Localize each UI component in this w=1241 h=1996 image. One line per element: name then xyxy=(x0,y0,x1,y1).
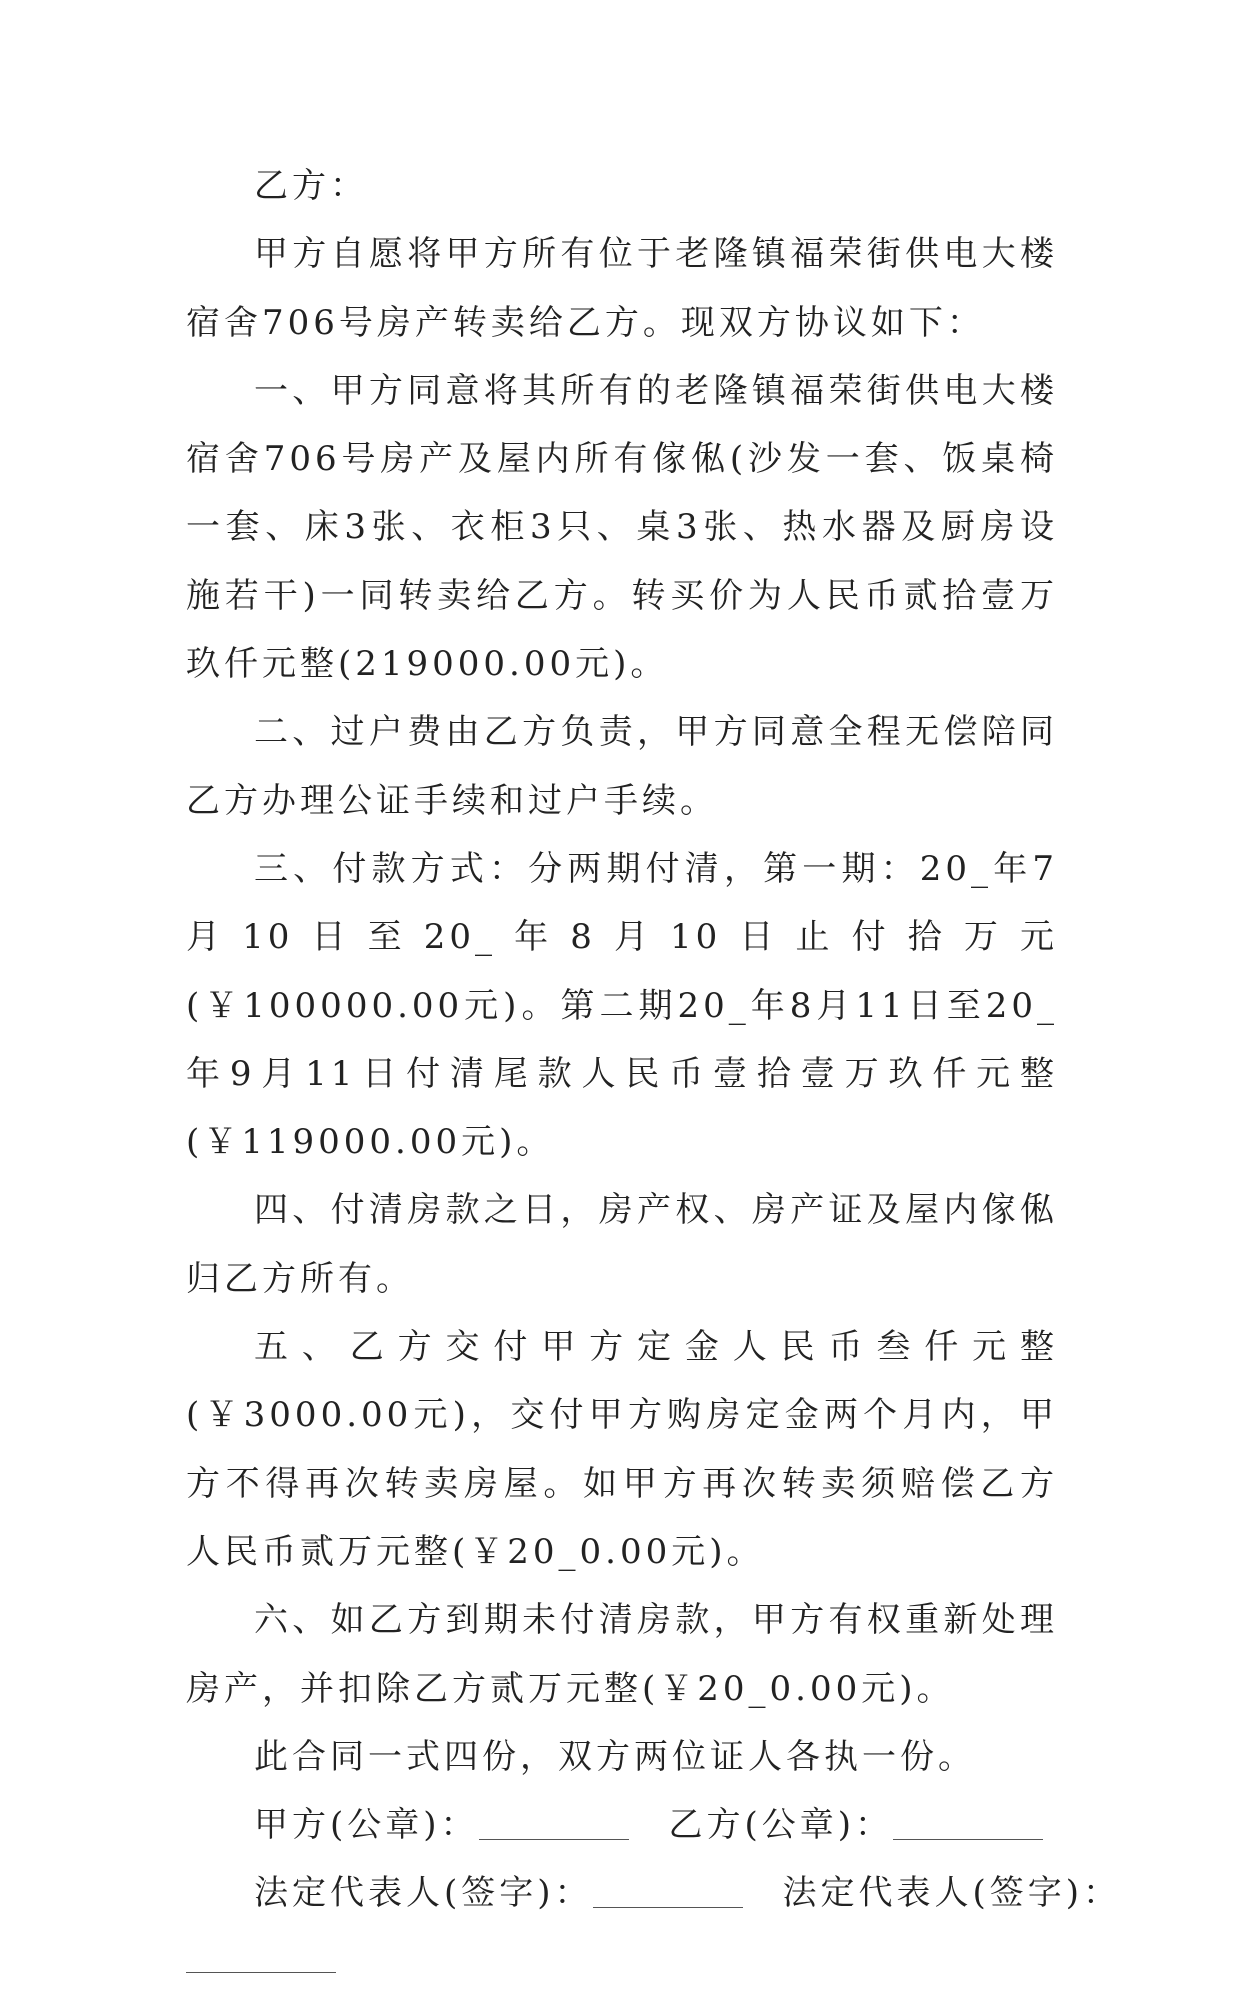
rep-b-signature-blank xyxy=(186,1938,336,1973)
intro-paragraph: 甲方自愿将甲方所有位于老隆镇福荣街供电大楼宿舍706号房产转卖给乙方。现双方协议如下： xyxy=(186,234,1058,343)
party-b-seal-label: 乙方(公章)： xyxy=(668,1805,894,1846)
rep-a-signature-blank xyxy=(593,1873,743,1908)
clause-1: 一、甲方同意将其所有的老隆镇福荣街供电大楼宿舍706号房产及屋内所有傢俬(沙发一套、饭桌椅一套、床3张、衣柜3只、桌3张、热水器及厨房设施若干)一同转卖给乙方。转买价为人民币贰拾壹万玖仟元整(219000.00元)。 xyxy=(186,370,1058,685)
party-a-seal-label: 甲方(公章)： xyxy=(254,1805,479,1846)
representative-signature-row xyxy=(186,1859,1122,1927)
clause-4: 四、付清房款之日，房产权、房产证及屋内傢俬归乙方所有。 xyxy=(186,1190,1058,1299)
clause-5: 五、乙方交付甲方定金人民币叁仟元整(￥3000.00元)，交付甲方购房定金两个月内，甲方不得再次转卖房屋。如甲方再次转卖须赔偿乙方人民币贰万元整(￥20_0.00元)。 xyxy=(186,1327,1058,1572)
party-b-seal-blank xyxy=(893,1805,1043,1840)
rep-a-label: 法定代表人(签字)： xyxy=(254,1873,593,1914)
clause-6: 六、如乙方到期未付清房款，甲方有权重新处理房产，并扣除乙方贰万元整(￥20_0.00元)。 xyxy=(186,1600,1058,1709)
party-a-seal-blank xyxy=(479,1805,629,1840)
clause-2: 二、过户费由乙方负责，甲方同意全程无偿陪同乙方办理公证手续和过户手续。 xyxy=(186,712,1058,821)
rep-b-signature-row xyxy=(186,1928,1058,1996)
clause-3: 三、付款方式：分两期付清，第一期：20_年7月10日至20_年8月10日止付拾万元(￥100000.00元)。第二期20_年8月11日至20_年9月11日付清尾款人民币壹拾壹万玖仟元整(￥119000.00元)。 xyxy=(186,848,1058,1163)
rep-b-label: 法定代表人(签字)： xyxy=(782,1873,1122,1914)
contract-body xyxy=(186,152,1122,1996)
party-b-header: 乙方： xyxy=(254,166,368,206)
seal-signature-row xyxy=(186,1791,1058,1859)
copies-statement: 此合同一式四份，双方两位证人各执一份。 xyxy=(254,1736,976,1777)
